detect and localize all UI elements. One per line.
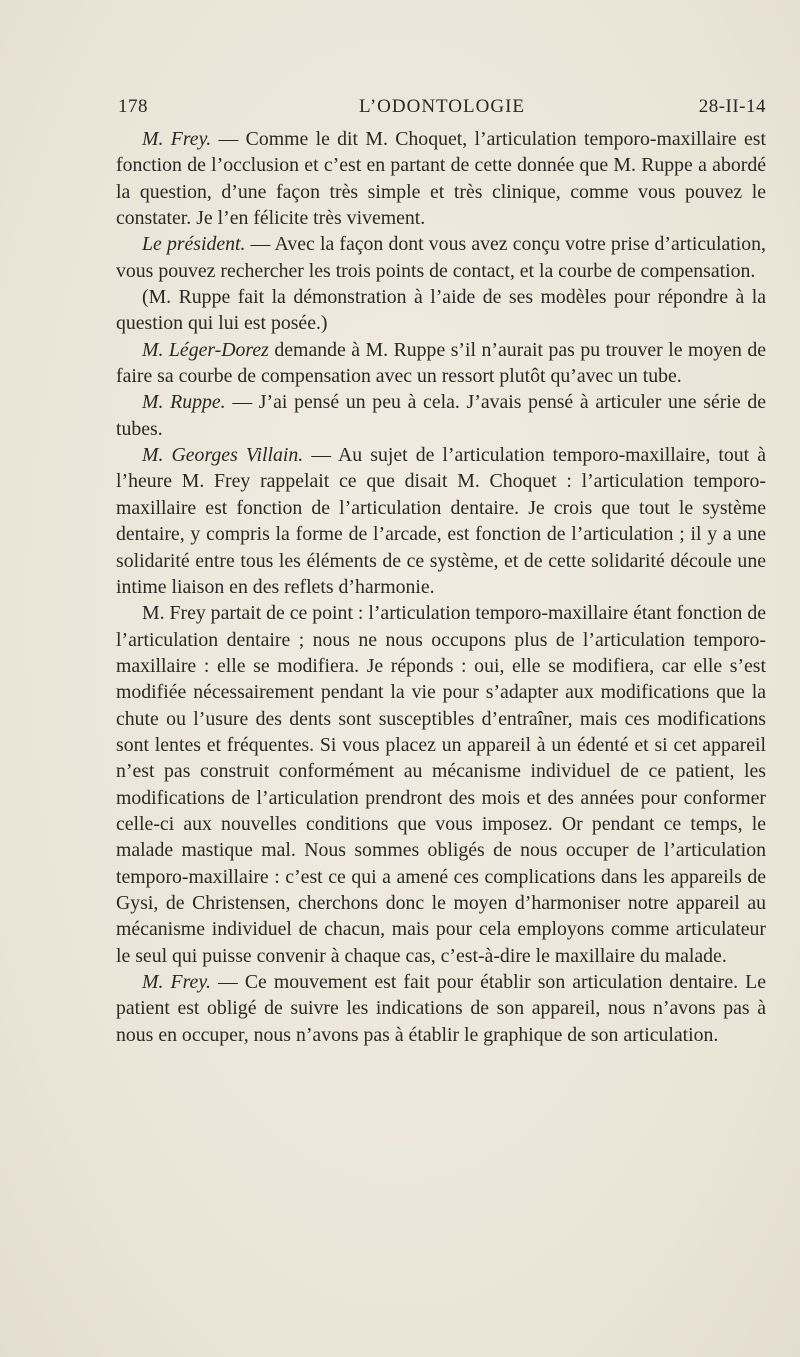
page-number: 178 <box>118 96 148 117</box>
speaker-name: M. Frey. <box>142 971 211 993</box>
paragraph <box>116 231 766 284</box>
speaker-name: Le président. <box>142 233 246 256</box>
body-text <box>116 126 766 1048</box>
paragraph <box>116 600 766 969</box>
speaker-name: M. Léger-Dorez <box>142 338 269 361</box>
journal-title: L’ODONTOLOGIE <box>358 96 526 117</box>
paragraph <box>116 442 766 600</box>
speaker-name: M. Frey. <box>142 128 212 150</box>
paragraph-text: — J’ai pensé un peu à cela. J’avais pensé à articuler une série de tubes. <box>116 391 766 440</box>
paragraph <box>116 969 766 1048</box>
paragraph-text: — Avec la façon dont vous avez conçu votre prise d’articulation, vous pouvez rechercher les trois points de contact, et la courbe de compensation. <box>116 233 767 282</box>
paragraph <box>116 126 766 231</box>
speaker-name: M. Ruppe. <box>142 391 226 414</box>
paragraph-text: — Ce mouvement est fait pour établir son articulation dentaire. Le patient est obligé de suivre les indications de son appareil, nous n’avons pas à nous en occuper, nous n’avons pas à établir le graphique de son articulation. <box>116 971 766 1046</box>
issue-date: 28-II-14 <box>698 96 766 117</box>
paragraph-text: — Comme le dit M. Choquet, l’articulation temporo-maxillaire est fonction de l’occlusion et c’est en partant de cette donnée que M. Ruppe a abordé la question, d’une façon très simple et très clinique, comme vous pouvez le constater. Je l’en félicite très vivement. <box>116 128 766 230</box>
paragraph-text: (M. Ruppe fait la démonstration à l’aide de ses modèles pour répondre à la question qui lui est posée.) <box>116 286 766 335</box>
paragraph-text: — Au sujet de l’articulation temporo-maxillaire, tout à l’heure M. Frey rappelait ce que disait M. Choquet : l’articulation temporo-maxillaire est fonction de l’articulation dentaire. Je crois que tout le système dentaire, y compris la forme de l’arcade, est fonction de l’articulation ; il y a une solidarité entre tous les éléments de ce système, et de cette solidarité découle une intime liaison en des reflets d’harmonie. <box>116 444 766 598</box>
paragraph-text: demande à M. Ruppe s’il n’aurait pas pu trouver le moyen de faire sa courbe de compensation avec un ressort plutôt qu’avec un tube. <box>116 338 767 388</box>
paragraph-text: M. Frey partait de ce point : l’articulation temporo-maxillaire étant fonction de l’articulation dentaire ; nous ne nous occupons plus de l’articulation temporo-maxillaire : elle se modifiera. Je réponds : oui, elle se modifiera, car elle s’est modifiée nécessairement pendant la vie pour s’adapter aux modifications que la chute ou l’usure des dents sont susceptibles d’entraîner, mais ces modifications sont lentes et fréquentes. Si vous placez un appareil à un édenté et si cet appareil n’est pas construit conformément au mécanisme individuel de ce patient, les modifications de l’articulation prendront des mois et des années pour conformer celle-ci aux nouvelles conditions que vous imposez. Or pendant ce temps, le malade mastique mal. Nous sommes obligés de nous occuper de l’articulation temporo-maxillaire : c’est ce qui a amené ces complications dans les appareils de Gysi, de Christensen, cherchons donc le moyen d’harmoniser notre appareil au mécanisme individuel de chacun, mais pour cela employons comme articulateur le seul qui puisse convenir à chaque cas, c’est-à-dire le maxillaire du malade. <box>116 602 766 967</box>
paragraph <box>116 389 766 442</box>
speaker-name: M. Georges Villain. <box>142 444 304 467</box>
running-header <box>118 96 766 122</box>
paragraph <box>116 284 766 337</box>
paragraph <box>116 337 766 390</box>
